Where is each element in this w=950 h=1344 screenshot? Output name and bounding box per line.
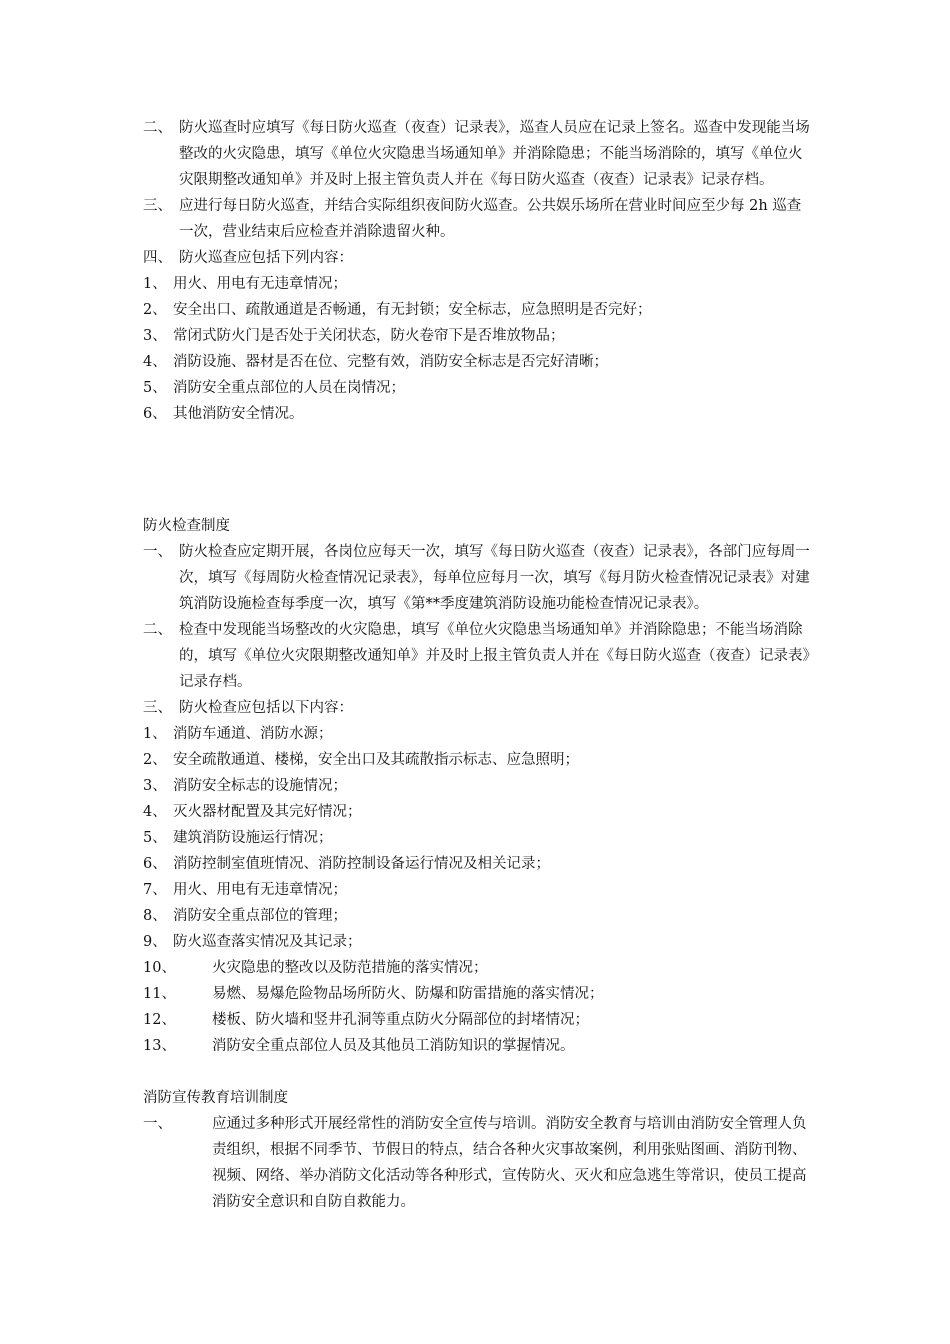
item-text: 建筑消防设施运行情况； — [173, 830, 333, 846]
item-marker: 4、 — [143, 804, 167, 820]
item-text: 消防控制室值班情况、消防控制设备运行情况及相关记录； — [173, 856, 550, 872]
item-marker: 9、 — [143, 934, 167, 950]
item-text: 应进行每日防火巡查，并结合实际组织夜间防火巡查。公共娱乐场所在营业时间应至少每 2h 巡查一次，营业结束后应检查并消除遗留火种。 — [179, 198, 802, 240]
item-marker: 11、 — [143, 986, 176, 1002]
list-item — [143, 271, 813, 297]
item-text: 防火巡查应包括下列内容： — [179, 250, 353, 266]
list-item — [143, 375, 813, 401]
item-marker: 三、 — [143, 700, 172, 716]
list-item — [143, 193, 813, 245]
list-item — [143, 903, 813, 929]
list-item — [143, 799, 813, 825]
list-item — [143, 851, 813, 877]
list-item — [143, 617, 813, 695]
list-item — [143, 877, 813, 903]
list-item — [143, 115, 813, 193]
item-marker: 1、 — [143, 276, 167, 292]
item-text: 消防车通道、消防水源； — [173, 726, 333, 742]
item-text: 用火、用电有无违章情况； — [173, 276, 347, 292]
list-item — [143, 825, 813, 851]
item-marker: 二、 — [143, 622, 172, 638]
item-marker: 3、 — [143, 328, 167, 344]
list-item — [143, 721, 813, 747]
item-marker: 5、 — [143, 380, 167, 396]
item-marker: 7、 — [143, 882, 167, 898]
item-marker: 一、 — [143, 544, 172, 560]
list-item — [143, 401, 813, 427]
list-item — [143, 773, 813, 799]
list-item — [143, 981, 813, 1007]
item-marker: 8、 — [143, 908, 167, 924]
item-text: 火灾隐患的整改以及防范措施的落实情况； — [212, 960, 488, 976]
item-text: 防火检查应包括以下内容： — [179, 700, 353, 716]
item-marker: 三、 — [143, 198, 172, 214]
item-marker: 6、 — [143, 406, 167, 422]
item-marker: 12、 — [143, 1012, 176, 1028]
list-item — [143, 323, 813, 349]
list-item — [143, 747, 813, 773]
item-text: 消防安全重点部位人员及其他员工消防知识的掌握情况。 — [212, 1038, 575, 1054]
inspection-section — [143, 513, 813, 1059]
item-text: 防火检查应定期开展，各岗位应每天一次，填写《每日防火巡查（夜查）记录表》，各部门应每周一次，填写《每周防火检查情况记录表》，每单位应每月一次，填写《每月防火检查情况记录表》对建筑消防设施检查每季度一次，填写《第**季度建筑消防设施功能检查情况记录表》。 — [179, 544, 810, 612]
item-marker: 2、 — [143, 752, 167, 768]
item-marker: 6、 — [143, 856, 167, 872]
list-item — [143, 297, 813, 323]
item-text: 消防安全标志的设施情况； — [173, 778, 347, 794]
list-item — [143, 1033, 813, 1059]
item-text: 灭火器材配置及其完好情况； — [173, 804, 362, 820]
item-marker: 3、 — [143, 778, 167, 794]
item-marker: 四、 — [143, 250, 172, 266]
item-text: 消防安全重点部位的管理； — [173, 908, 347, 924]
item-text: 安全疏散通道、楼梯，安全出口及其疏散指示标志、应急照明； — [173, 752, 579, 768]
item-text: 常闭式防火门是否处于关闭状态，防火卷帘下是否堆放物品； — [173, 328, 565, 344]
item-text: 防火巡查落实情况及其记录； — [173, 934, 362, 950]
list-item — [143, 245, 813, 271]
item-marker: 1、 — [143, 726, 167, 742]
list-item — [143, 349, 813, 375]
item-marker: 5、 — [143, 830, 167, 846]
item-text: 应通过多种形式开展经常性的消防安全宣传与培训。消防安全教育与培训由消防安全管理人负责组织，根据不同季节、节假日的特点，结合各种火灾事故案例，利用张贴图画、消防刊物、视频、网络、举办消防文化活动等各种形式，宣传防火、灭火和应急逃生等常识，使员工提高消防安全意识和自防自救能力。 — [212, 1116, 807, 1210]
item-marker: 10、 — [143, 960, 176, 976]
list-item — [143, 539, 813, 617]
list-item — [143, 955, 813, 981]
list-item — [143, 695, 813, 721]
item-text: 其他消防安全情况。 — [173, 406, 304, 422]
item-marker: 13、 — [143, 1038, 176, 1054]
item-text: 用火、用电有无违章情况； — [173, 882, 347, 898]
item-text: 楼板、防火墙和竖井孔洞等重点防火分隔部位的封堵情况； — [212, 1012, 589, 1028]
list-item — [143, 1007, 813, 1033]
item-marker: 2、 — [143, 302, 167, 318]
item-text: 消防安全重点部位的人员在岗情况； — [173, 380, 405, 396]
section-title: 防火检查制度 — [143, 518, 230, 534]
section-title: 消防宣传教育培训制度 — [143, 1090, 288, 1106]
item-marker: 4、 — [143, 354, 167, 370]
list-item — [143, 929, 813, 955]
item-text: 检查中发现能当场整改的火灾隐患，填写《单位火灾隐患当场通知单》并消除隐患；不能当场消除的，填写《单位火灾限期整改通知单》并及时上报主管负责人并在《每日防火巡查（夜查）记录表》记录存档。 — [179, 622, 810, 690]
training-section — [143, 1085, 813, 1215]
item-text: 易燃、易爆危险物品场所防火、防爆和防雷措施的落实情况； — [212, 986, 604, 1002]
patrol-section — [143, 115, 813, 427]
item-text: 防火巡查时应填写《每日防火巡查（夜查）记录表》，巡查人员应在记录上签名。巡查中发现能当场整改的火灾隐患，填写《单位火灾隐患当场通知单》并消除隐患；不能当场消除的，填写《单位火灾限期整改通知单》并及时上报主管负责人并在《每日防火巡查（夜查）记录表》记录存档。 — [179, 120, 810, 188]
item-marker: 一、 — [143, 1116, 172, 1132]
item-marker: 二、 — [143, 120, 172, 136]
list-item — [143, 1111, 813, 1215]
item-text: 安全出口、疏散通道是否畅通，有无封锁；安全标志，应急照明是否完好； — [173, 302, 652, 318]
item-text: 消防设施、器材是否在位、完整有效，消防安全标志是否完好清晰； — [173, 354, 608, 370]
